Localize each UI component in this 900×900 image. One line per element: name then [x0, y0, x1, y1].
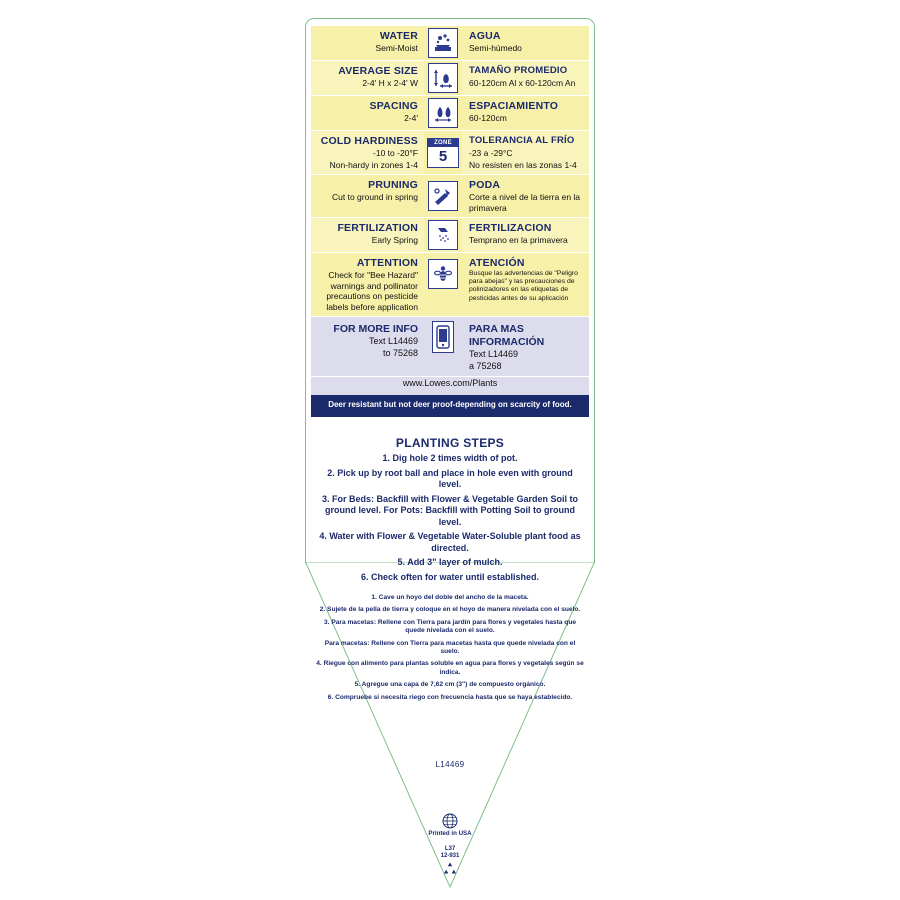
zone-number: 5: [438, 147, 448, 165]
care-row-spacing-english: [311, 96, 424, 130]
care-sub-es: Busque las advertencias de "Peligro para abejas" y las precauciones de polinizadores en las etiquetas de pesticidas antes de su aplicación: [469, 270, 578, 302]
care-row-size-spanish: [462, 61, 589, 95]
more-info-line2-es: a 75268: [469, 360, 502, 371]
planting-step-es: 3. Para macetas: Rellene con Tierra para jardín para flores y vegetales hasta que quede nivelada con el suelo.: [323, 618, 577, 635]
care-head-es: FERTILIZACION: [469, 222, 552, 234]
care-head: ATTENTION: [356, 257, 418, 269]
zone-label: ZONE: [428, 139, 458, 147]
sku-code: L14469: [435, 760, 465, 769]
planting-step-es: Para macetas: Rellene con Tierra para macetas hasta que quede nivelada con el suelo.: [324, 639, 576, 656]
care-sub: -10 to -20°F: [373, 148, 418, 158]
planting-step-es: 5. Agregue una capa de 7,62 cm (3") de compuesto orgánico.: [354, 681, 546, 689]
care-row-attention: [311, 253, 589, 317]
planting-step: 1. Dig hole 2 times width of pot.: [382, 453, 518, 463]
care-row-pruning-english: [311, 175, 424, 217]
care-row-average-size: [311, 61, 589, 96]
planting-steps: [315, 436, 585, 706]
care-sub-es: Corte a nivel de la tierra en la primavera: [469, 192, 581, 213]
planting-steps-spanish: [315, 594, 585, 702]
care-row-cold-english: [311, 131, 424, 174]
care-row-attention-spanish: [462, 253, 589, 316]
care-head-es: ATENCIÓN: [469, 257, 525, 269]
planting-steps-english: [315, 453, 585, 583]
care-sub: 2-4': [404, 113, 418, 123]
fertilizer-icon: [424, 218, 462, 252]
care-head-es: ESPACIAMIENTO: [469, 100, 559, 112]
care-sub: Early Spring: [371, 235, 418, 245]
care-head-es: TAMAÑO PROMEDIO: [469, 65, 568, 76]
mobile-phone-icon: [424, 317, 462, 376]
watering-icon: [424, 26, 462, 60]
care-sub: 2-4' H x 2-4' W: [362, 78, 418, 88]
more-info-line1-es: Text L14469: [469, 349, 519, 359]
care-sub-es: 60-120cm Al x 60-120cm An: [469, 78, 576, 88]
care-row-spacing: [311, 96, 589, 131]
planting-step-es: 4. Riegue con alimento para plantas soluble en agua para flores y vegetales según se indica.: [316, 660, 584, 676]
more-info-english: [311, 317, 424, 376]
care-row-cold-hardiness: [311, 131, 589, 175]
care-head-es: PODA: [469, 179, 501, 191]
planting-step: 5. Add 3" layer of mulch.: [397, 557, 503, 567]
planting-step-es: 6. Compruebe si necesita riego con frecuencia hasta que se haya establecido.: [327, 693, 573, 701]
care-sub: Semi-Moist: [375, 43, 418, 53]
care-sub-es: Semi-húmedo: [469, 43, 522, 53]
more-info-line2: to 75268: [382, 347, 418, 358]
care-row-spacing-spanish: [462, 96, 589, 130]
recycle-icon: [442, 861, 458, 877]
care-head: AVERAGE SIZE: [338, 65, 418, 77]
planting-step-es: 1. Cave un hoyo del doble del ancho de la maceta.: [371, 594, 529, 601]
care-sub-es-extra: No resisten en las zonas 1-4: [469, 159, 577, 170]
care-row-size-english: [311, 61, 424, 95]
care-sub-es: 60-120cm: [469, 113, 507, 123]
care-row-attention-english: [311, 253, 424, 316]
plant-size-icon: [424, 61, 462, 95]
printed-in-usa-label: Printed in USA: [428, 830, 472, 837]
care-row-pruning-spanish: [462, 175, 589, 217]
care-sub-extra: Non-hardy in zones 1-4: [329, 159, 418, 170]
care-sub: Cut to ground in spring: [332, 192, 418, 202]
more-info-spanish: [462, 317, 589, 376]
care-table: [311, 26, 589, 417]
care-head-es: AGUA: [469, 30, 501, 42]
cold-hardiness-zone-icon: [424, 131, 462, 174]
care-row-pruning: [311, 175, 589, 218]
spacing-icon: [424, 96, 462, 130]
more-info-head-es: PARA MAS INFORMACIÓN: [469, 323, 545, 348]
globe-icon: [442, 813, 458, 829]
plant-tag: [305, 18, 595, 888]
printed-in-usa: [305, 813, 595, 837]
care-row-cold-spanish: [462, 131, 589, 174]
care-row-fertilization-spanish: [462, 218, 589, 252]
care-head: SPACING: [369, 100, 418, 112]
lot-line-1: L37: [444, 846, 456, 852]
care-row-water-spanish: [462, 26, 589, 60]
planting-step: 6. Check often for water until established.: [360, 571, 540, 582]
pruning-shears-icon: [424, 175, 462, 217]
lot-line-2: 12-931: [440, 853, 460, 860]
more-info-band: [311, 317, 589, 377]
bee-icon: [424, 253, 462, 316]
care-row-water: [311, 26, 589, 61]
care-head: WATER: [379, 30, 418, 42]
recycle-symbol-container: [305, 861, 595, 882]
care-sub-es: Temprano en la primavera: [469, 235, 568, 245]
care-row-water-english: [311, 26, 424, 60]
care-head: COLD HARDINESS: [320, 135, 418, 147]
planting-step: 3. For Beds: Backfill with Flower & Vegetable Garden Soil to ground level. For Pots: Backfill with Potting Soil to ground level.: [321, 493, 579, 527]
planting-step: 2. Pick up by root ball and place in hole even with ground level.: [327, 467, 573, 489]
lot-code: [305, 846, 595, 861]
care-sub: Check for "Bee Hazard" warnings and pollinator precautions on pesticide labels before application: [326, 270, 418, 312]
care-head: FERTILIZATION: [337, 222, 418, 234]
deer-resistance-note: Deer resistant but not deer proof-depending on scarcity of food.: [311, 395, 589, 417]
care-head-es: TOLERANCIA AL FRÍO: [469, 135, 575, 146]
planting-step-es: 2. Sujete de la pella de tierra y coloque en el hoyo de manera nivelada con el suelo.: [319, 606, 581, 614]
more-info-head: FOR MORE INFO: [333, 323, 418, 335]
care-row-fertilization: [311, 218, 589, 253]
website-link[interactable]: www.Lowes.com/Plants: [402, 378, 498, 388]
planting-steps-title: PLANTING STEPS: [395, 436, 505, 450]
care-sub-es: -23 a -29°C: [469, 148, 513, 158]
more-info-line1: Text L14469: [368, 336, 418, 346]
care-row-fertilization-english: [311, 218, 424, 252]
planting-step: 4. Water with Flower & Vegetable Water-Soluble plant food as directed.: [319, 531, 581, 553]
care-head: PRUNING: [368, 179, 418, 191]
